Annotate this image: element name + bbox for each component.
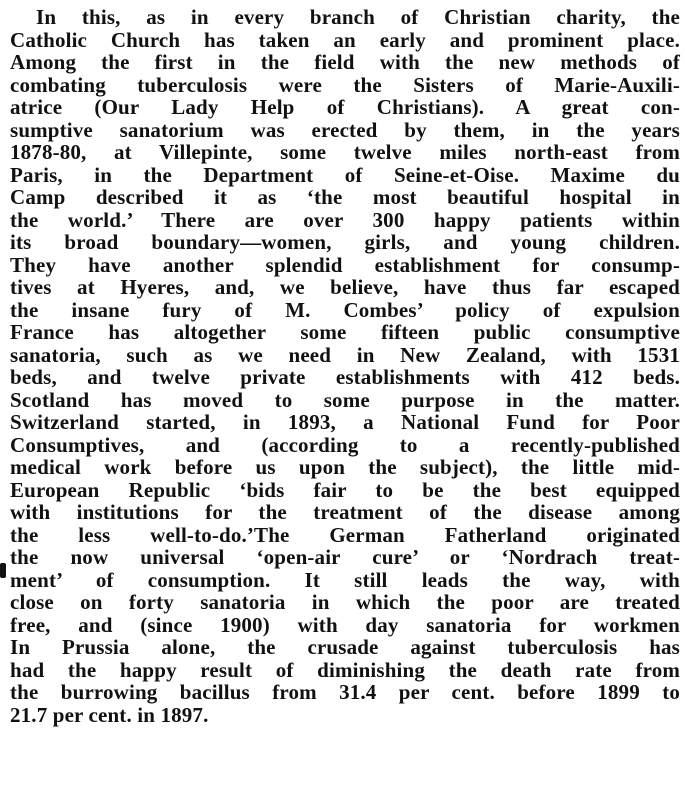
article-line: France has altogether some fifteen public consumptive: [10, 320, 680, 344]
article-line: Consumptives, and (according to a recently-published: [10, 432, 680, 457]
article-line: beds, and twelve private establishments with 412 beds.: [10, 365, 680, 389]
article-column: [10, 6, 680, 726]
article-line: the now universal ‘open-air cure’ or ‘Nordrach treat-: [10, 545, 680, 569]
article-line: its broad boundary—women, girls, and young children.: [10, 230, 680, 254]
article-line: Camp described it as ‘the most beautiful hospital in: [10, 185, 680, 209]
article-line: close on forty sanatoria in which the poor are treated: [10, 590, 680, 614]
article-line: They have another splendid establishment for consump-: [10, 252, 680, 277]
article-line: In this, as in every branch of Christian charity, the: [36, 5, 680, 29]
article-line: had the happy result of diminishing the death rate from: [10, 657, 680, 682]
ink-blot: [0, 563, 6, 578]
article-line: sumptive sanatorium was erected by them, in the years: [10, 117, 680, 142]
article-line: Among the first in the field with the new methods of: [10, 50, 680, 74]
article-line: combating tuberculosis were the Sisters of Marie-Auxili-: [10, 72, 680, 97]
article-line: Switzerland started, in 1893, a National Fund for Poor: [10, 410, 680, 434]
article-line: with institutions for the treatment of the disease among: [10, 500, 680, 524]
article-line: sanatoria, such as we need in New Zealand, with 1531: [10, 342, 680, 367]
article-line: tives at Hyeres, and, we believe, have thus far escaped: [10, 275, 680, 299]
article-line: atrice (Our Lady Help of Christians). A great con-: [10, 95, 680, 119]
article-line: Paris, in the Department of Seine-et-Oise. Maxime du: [10, 162, 680, 187]
article-line: In Prussia alone, the crusade against tuberculosis has: [10, 635, 680, 659]
article-line: 1878-80, at Villepinte, some twelve miles north-east from: [10, 140, 680, 164]
article-line: Catholic Church has taken an early and prominent place.: [10, 27, 680, 52]
article-line: free, and (since 1900) with day sanatoria for workmen: [10, 612, 680, 637]
article-line: the less well-to-do.’The German Fatherland originated: [10, 522, 680, 547]
article-line: the burrowing bacillus from 31.4 per cent. before 1899 to: [10, 680, 680, 704]
article-line: the world.’ There are over 300 happy patients within: [10, 207, 680, 232]
article-line: medical work before us upon the subject), the little mid-: [10, 455, 680, 479]
article-line: ment’ of consumption. It still leads the way, with: [10, 567, 680, 592]
article-line: the insane fury of M. Combes’ policy of expulsion: [10, 297, 680, 322]
article-line: European Republic ‘bids fair to be the best equipped: [10, 477, 680, 502]
article-line: 21.7 per cent. in 1897.: [10, 702, 209, 727]
article-line: Scotland has moved to some purpose in the matter.: [10, 387, 680, 412]
